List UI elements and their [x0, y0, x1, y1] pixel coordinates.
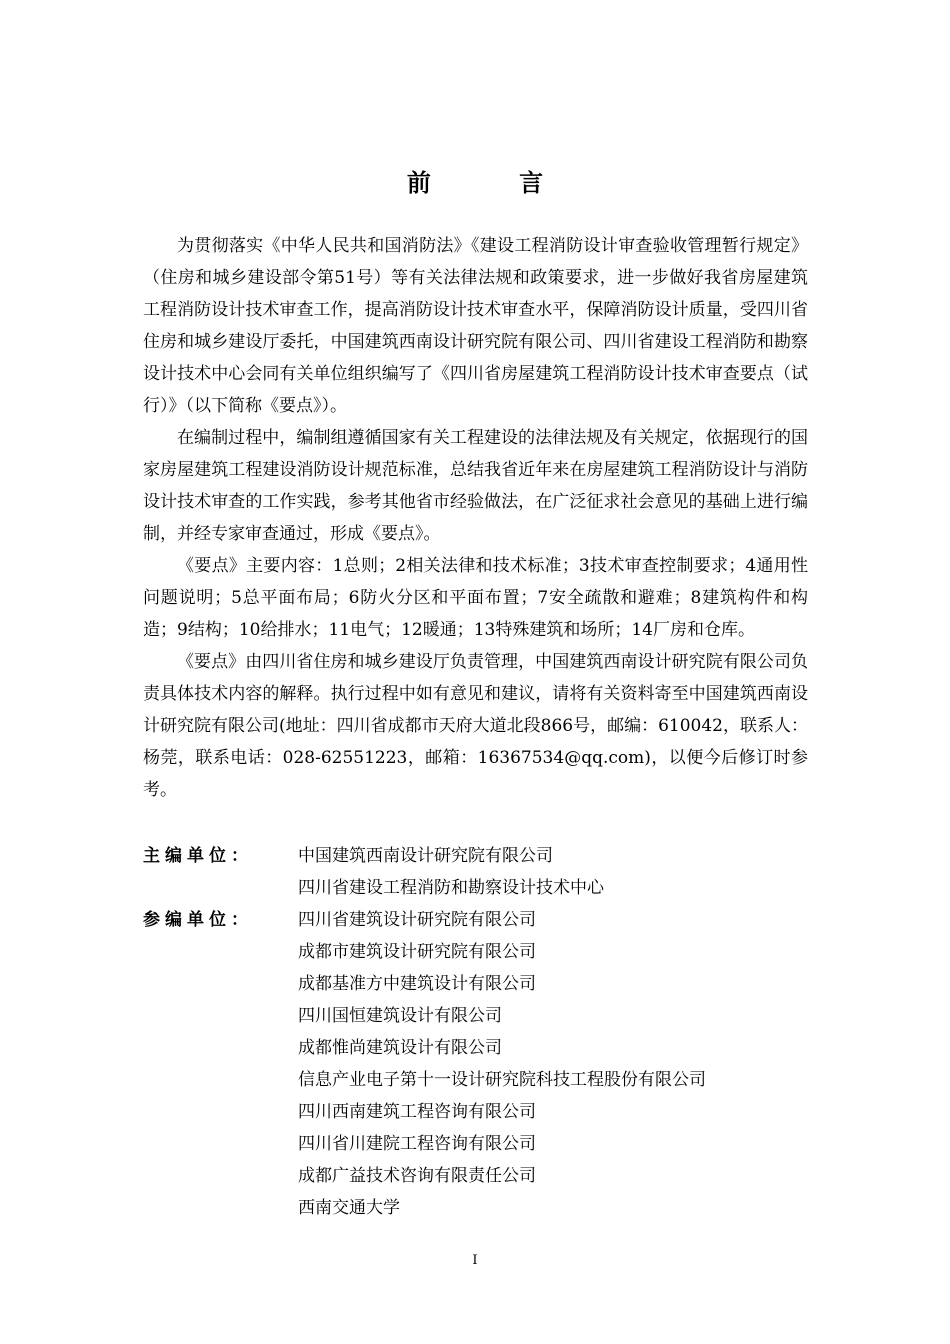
editing-units	[143, 840, 808, 1224]
page-number: I	[472, 1253, 478, 1268]
page-title: 前 言	[406, 169, 584, 197]
participating-label: 参编单位：	[143, 910, 253, 930]
chief-editor-unit: 四川省建设工程消防和勘察设计技术中心	[298, 878, 604, 898]
participating-unit: 成都基准方中建筑设计有限公司	[298, 974, 536, 994]
paragraph-management: 《要点》由四川省住房和城乡建设厅负责管理，中国建筑西南设计研究院有限公司负责具体技术内容的解释。执行过程中如有意见和建议，请将有关资料寄至中国建筑西南设计研究院有限公司(地址：四川省成都市天府大道北段866号，邮编：610042，联系人：杨莞，联系电话：028-62551223，邮箱：16367534@qq.com)，以便今后修订时参考。	[143, 652, 808, 800]
participating-list	[298, 904, 808, 1224]
participating-unit: 四川国恒建筑设计有限公司	[298, 1006, 502, 1026]
participating-unit: 成都惟尚建筑设计有限公司	[298, 1038, 502, 1058]
participating-unit: 信息产业电子第十一设计研究院科技工程股份有限公司	[298, 1070, 706, 1090]
participating-group	[143, 904, 808, 1224]
paragraph-purpose: 为贯彻落实《中华人民共和国消防法》《建设工程消防设计审查验收管理暂行规定》（住房和城乡建设部令第51号）等有关法律法规和政策要求，进一步做好我省房屋建筑工程消防设计技术审查工作，提高消防设计技术审查水平，保障消防设计质量，受四川省住房和城乡建设厅委托，中国建筑西南设计研究院有限公司、四川省建设工程消防和勘察设计技术中心会同有关单位组织编写了《四川省房屋建筑工程消防设计技术审查要点（试行）》（以下简称《要点》）。	[143, 236, 808, 416]
chief-editor-list	[298, 840, 808, 904]
participating-unit: 四川西南建筑工程咨询有限公司	[298, 1102, 536, 1122]
participating-unit: 四川省建筑设计研究院有限公司	[298, 910, 536, 930]
paragraph-contents: 《要点》主要内容：1总则；2相关法律和技术标准；3技术审查控制要求；4通用性问题说明；5总平面布局；6防火分区和平面布置；7安全疏散和避难；8建筑构件和构造；9结构；10给排水；11电气；12暖通；13特殊建筑和场所；14厂房和仓库。	[143, 556, 808, 640]
chief-editor-unit: 中国建筑西南设计研究院有限公司	[298, 846, 553, 866]
chief-editor-label: 主编单位：	[143, 846, 253, 866]
paragraph-process: 在编制过程中，编制组遵循国家有关工程建设的法律法规及有关规定，依据现行的国家房屋建筑工程建设消防设计规范标准，总结我省近年来在房屋建筑工程消防设计与消防设计技术审查的工作实践，参考其他省市经验做法，在广泛征求社会意见的基础上进行编制，并经专家审查通过，形成《要点》。	[143, 428, 808, 544]
participating-unit: 成都广益技术咨询有限责任公司	[298, 1166, 536, 1186]
preface-body	[143, 230, 808, 806]
chief-editor-group	[143, 840, 808, 904]
participating-unit: 西南交通大学	[298, 1198, 400, 1218]
participating-unit: 成都市建筑设计研究院有限公司	[298, 942, 536, 962]
participating-unit: 四川省川建院工程咨询有限公司	[298, 1134, 536, 1154]
